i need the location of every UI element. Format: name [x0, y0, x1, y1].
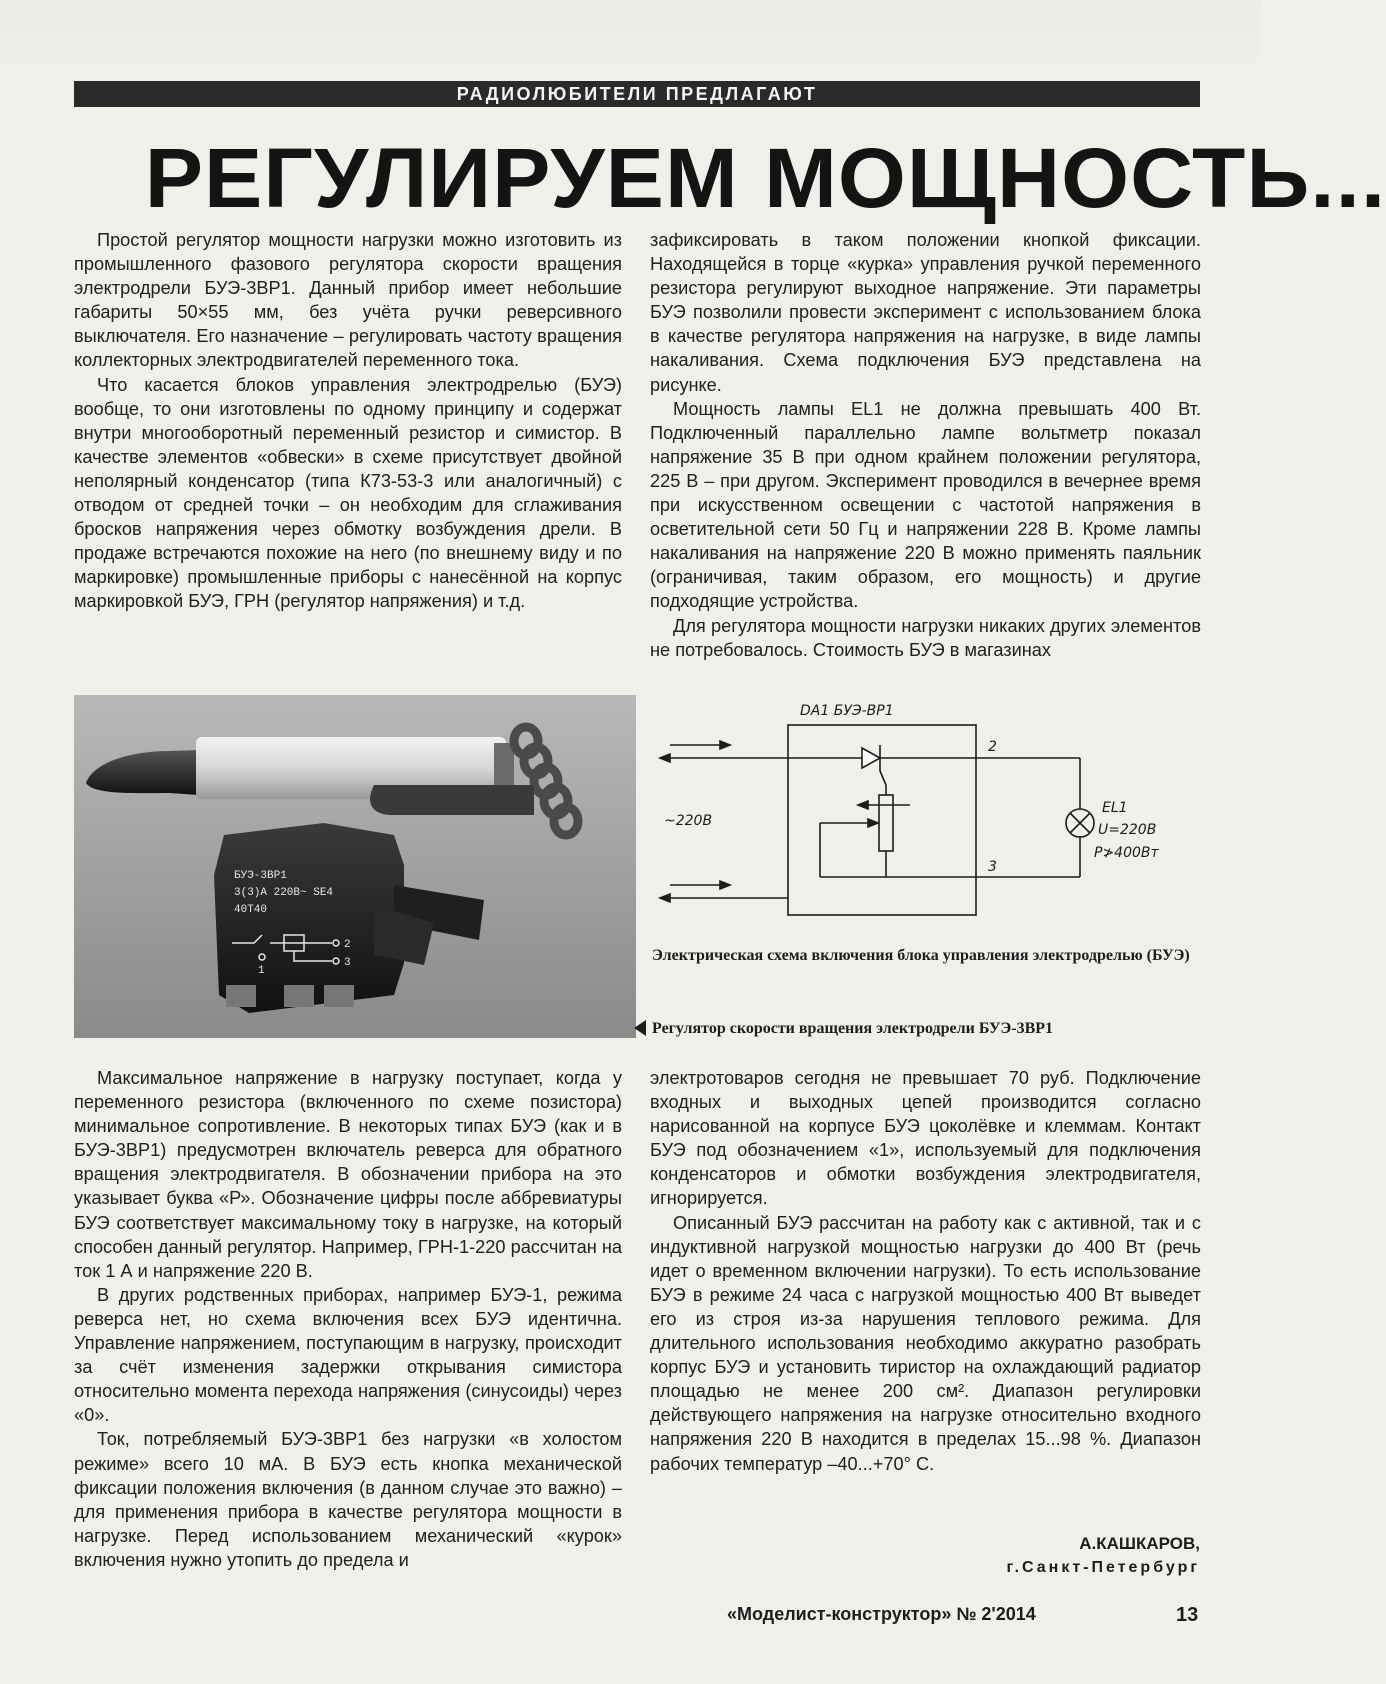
pin-3-label: 3	[988, 859, 997, 875]
paragraph: Простой регулятор мощности нагрузки можно изготовить из промышленного фазового регулятора скорости вращения электродрели БУЭ-3ВР1. Данный прибор имеет небольшие габариты 50×55 мм, без учёта ручки реверсивного выключателя. Его назначение – регулировать частоту вращения коллекторных электродвигателей переменного тока.	[74, 230, 622, 371]
paragraph: Что касается блоков управления электродрелью (БУЭ) вообще, то они изготовлены по одному принципу и содержат внутри многооборотный переменный резистор и симистор. В качестве элементов «обвески» в схеме присутствует двойной неполярный конденсатор (типа К73-53-3 или аналогичный) с отводом от средней точки – он необходим для сглаживания бросков напряжения через обмотку возбуждения дрели. В продаже встречаются похожие на него (по внешнему виду и по маркировке) промышленные приборы с нанесённой на корпус маркировкой БУЭ, ГРН (регулятор напряжения) и т.д.	[74, 374, 622, 612]
device-photo	[74, 695, 636, 1038]
paragraph: электротоваров сегодня не превышает 70 руб. Подключение входных и выходных цепей производится согласно нарисованной на корпусе БУЭ цоколёвке и клеммам. Контакт БУЭ под обозначением «1», используемый для подключения конденсаторов и обмотки возбуждения электродвигателя, игнорируется.	[650, 1068, 1201, 1209]
lamp-power-label: P≯400Вт	[1094, 845, 1159, 861]
caption-arrow-icon	[634, 1020, 646, 1036]
column-right-top	[650, 228, 1201, 662]
section-label: РАДИОЛЮБИТЕЛИ ПРЕДЛАГАЮТ	[74, 81, 1200, 107]
column-left-top	[74, 228, 622, 614]
supply-label: ~220В	[664, 813, 713, 829]
pin-2-label: 2	[988, 739, 997, 755]
page-number: 13	[1176, 1604, 1199, 1626]
lamp-voltage-label: U=220В	[1098, 822, 1157, 838]
chip-label: DA1 БУЭ-ВР1	[800, 703, 894, 719]
paragraph: Максимальное напряжение в нагрузку поступает, когда у переменного резистора (включенного по схеме позистора) минимальное сопротивление. В некоторых типах БУЭ (как и в БУЭ-3ВР1) предусмотрен включатель реверса для обратного вращения электродвигателя. В обозначении прибора на это указывает буква «Р». Обозначение цифры после аббревиатуры БУЭ соответствует максимальному току в нагрузке, на который способен данный регулятор. Например, ГРН-1-220 рассчитан на ток 1 А и напряжение 220 В.	[74, 1068, 622, 1281]
paragraph: Для регулятора мощности нагрузки никаких других элементов не потребовалось. Стоимость БУЭ в магазинах	[650, 615, 1201, 660]
device-label-rating: 3(3)A 220В~ SE4	[234, 887, 334, 899]
device-photo-image	[74, 695, 636, 1038]
circuit-schematic	[650, 695, 1200, 945]
page-margin-top	[0, 0, 1261, 60]
device-pin-2: 2	[344, 939, 351, 951]
da1-block	[788, 725, 976, 915]
device-label-code: 40Т40	[234, 904, 268, 916]
lamp-ref-label: EL1	[1102, 800, 1128, 816]
schematic-drawing	[650, 695, 1200, 945]
device-pin-1: 1	[258, 965, 265, 977]
device-label-model: БУЭ-3ВР1	[234, 870, 287, 882]
paragraph: Мощность лампы EL1 не должна превышать 400 Вт. Подключенный параллельно лампе вольтметр показал напряжение 35 В при одном крайнем положении регулятора, 225 В – при другом. Эксперимент проводился в вечернее время при искусственном освещении с частотой напряжения в осветительной сети 50 Гц и напряжении 228 В. Кроме лампы накаливания на напряжение 220 В можно применять паяльник (ограничивая, таким образом, его мощность) и другие подходящие устройства.	[650, 398, 1201, 612]
photo-caption-text: Регулятор скорости вращения электродрели БУЭ-3ВР1	[652, 1020, 1054, 1037]
column-left-bottom	[74, 1066, 622, 1572]
author-name: А.КАШКАРОВ,	[1079, 1534, 1200, 1553]
author-city: г.Санкт-Петербург	[1006, 1559, 1200, 1576]
magazine-issue: «Моделист-конструктор» № 2'2014	[727, 1604, 1036, 1624]
potentiometer-symbol	[820, 795, 976, 877]
device-pin-3: 3	[344, 957, 351, 969]
column-right-bottom	[650, 1066, 1201, 1476]
photo-caption	[634, 1018, 1194, 1039]
paragraph: зафиксировать в таком положении кнопкой фиксации. Находящейся в торце «курка» управления ручкой переменного резистора регулируют выходное напряжение. Эти параметры БУЭ позволили провести эксперимент с использованием блока в качестве регулятора напряжения на нагрузке, в виде лампы накаливания. Схема подключения БУЭ представлена на рисунке.	[650, 230, 1201, 395]
paragraph: В других родственных приборах, например БУЭ-1, режима реверса нет, но схема включения всех БУЭ идентична. Управление напряжением, поступающим в нагрузку, происходит за счёт изменения задержки открывания симистора относительно момента перехода напряжения (синусоиды) через «0».	[74, 1284, 622, 1426]
paragraph: Описанный БУЭ рассчитан на работу как с активной, так и с индуктивной нагрузкой мощностью нагрузки до 400 Вт (речь идет о временном включении нагрузки). То есть использование БУЭ в режиме 24 часа с нагрузкой мощностью 400 Вт выведет его из строя из-за нарушения теплового режима. Для длительного использования необходимо аккуратно разобрать корпус БУЭ и установить тиристор на охлаждающий радиатор площадью не менее 200 см². Диапазон регулировки действующего напряжения на нагрузке относительно входного напряжения 220 В находится в пределах 15...98 %. Диапазон рабочих температур –40...+70° С.	[650, 1212, 1201, 1474]
article-headline: РЕГУЛИРУЕМ МОЩНОСТЬ...	[144, 131, 1386, 225]
schematic-caption: Электрическая схема включения блока управления электродрелью (БУЭ)	[652, 947, 1190, 964]
thyristor-symbol	[788, 745, 976, 795]
paragraph: Ток, потребляемый БУЭ-3ВР1 без нагрузки «в холостом режиме» всего 10 мА. В БУЭ есть кнопка механической фиксации положения включения (в данном случае это важно) – для применения прибора в качестве регулятора мощности в нагрузке. Перед использованием механический «курок» включения нужно утопить до предела и	[74, 1429, 622, 1570]
